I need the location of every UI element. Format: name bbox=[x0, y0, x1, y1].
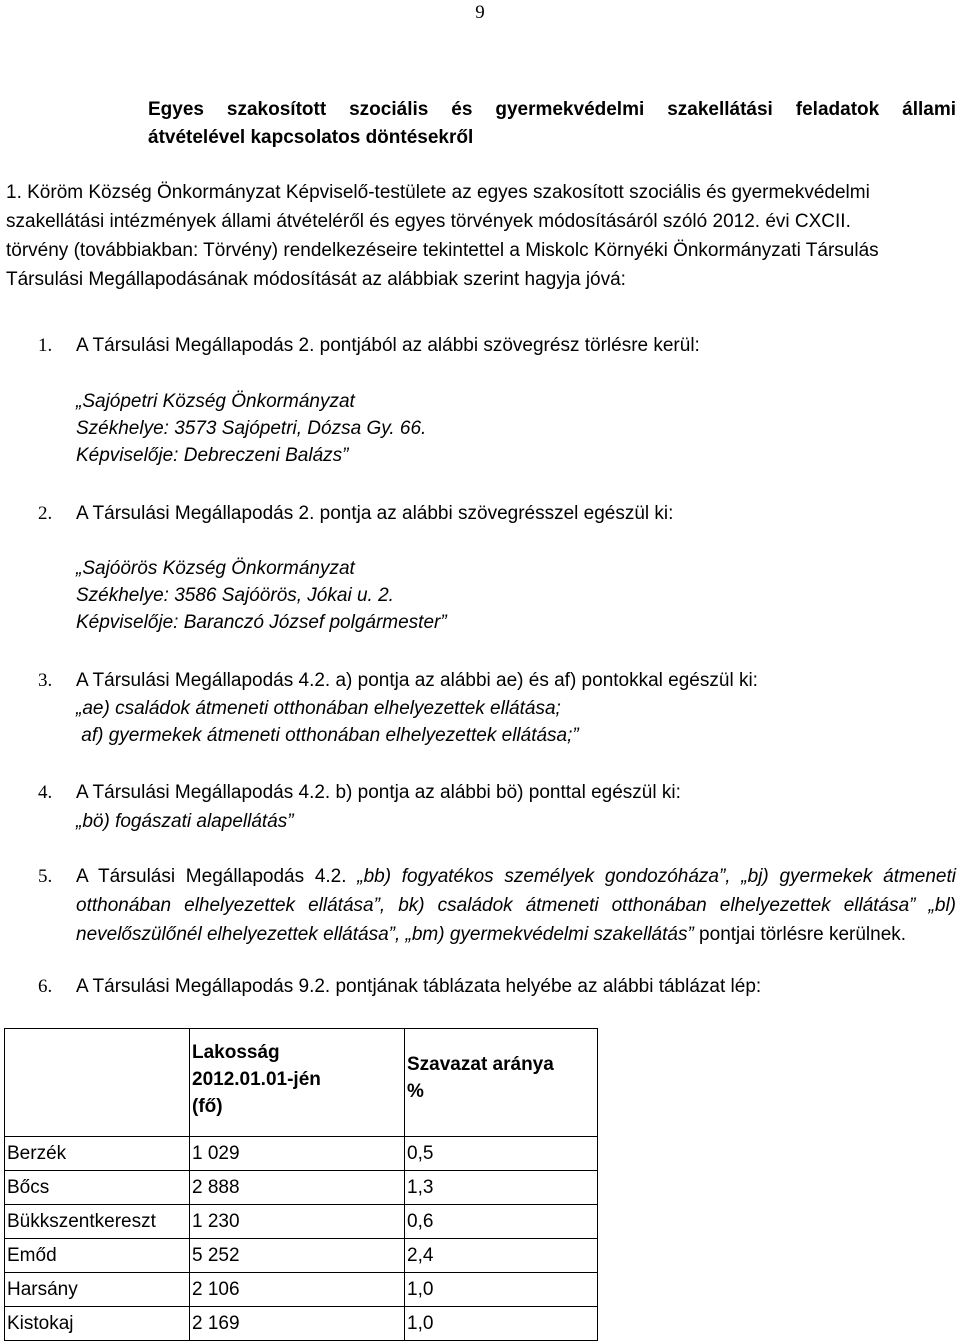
quote-line: „bö) fogászati alapellátás” bbox=[76, 811, 294, 832]
table-cell: 0,6 bbox=[405, 1205, 598, 1239]
table-row bbox=[5, 1239, 598, 1273]
section-heading bbox=[148, 96, 956, 152]
header-line: 2012.01.01-jén bbox=[192, 1069, 321, 1090]
table-row bbox=[5, 1137, 598, 1171]
table-row bbox=[5, 1273, 598, 1307]
table-cell: 1 029 bbox=[190, 1137, 405, 1171]
quote-line: „Sajópetri Község Önkormányzat bbox=[76, 391, 355, 412]
table-cell: 2 888 bbox=[190, 1171, 405, 1205]
item-text: A Társulási Megállapodás 2. pontjából az alábbi szövegrész törlésre kerül: bbox=[76, 335, 700, 356]
list-item-1 bbox=[38, 333, 956, 359]
item-5-line-1 bbox=[76, 862, 956, 891]
table-header-empty bbox=[5, 1029, 190, 1137]
item-5-line-2: otthonában elhelyezettek ellátása”, bk) családok átmeneti otthonában elhelyezettek ellátása” „bl) bbox=[76, 895, 956, 916]
item-text bbox=[76, 862, 956, 949]
intro-line-2: szakellátási intézmények állami átvételéről és egyes törvények módosításáról szóló 2012. évi CXCII. bbox=[6, 211, 851, 232]
table-cell: 5 252 bbox=[190, 1239, 405, 1273]
vote-ratio-table bbox=[4, 1028, 598, 1341]
item-text: A Társulási Megállapodás 4.2. b) pontja az alábbi bö) ponttal egészül ki: bbox=[76, 782, 681, 803]
table-header-row bbox=[5, 1029, 598, 1137]
intro-line-4: Társulási Megállapodásának módosítását az alábbiak szerint hagyja jóvá: bbox=[6, 269, 626, 290]
quote-line: Képviselője: Baranczó József polgármester” bbox=[76, 612, 447, 633]
intro-paragraph bbox=[6, 178, 956, 294]
quote-line: Székhelye: 3586 Sajóörös, Jókai u. 2. bbox=[76, 585, 394, 606]
intro-line-1: 1. Köröm Község Önkormányzat Képviselő-testülete az egyes szakosított szociális és gyermekvédelmi bbox=[6, 182, 870, 203]
table-cell: 2 169 bbox=[190, 1307, 405, 1341]
header-line: Lakosság bbox=[192, 1042, 280, 1063]
table-cell: 1,3 bbox=[405, 1171, 598, 1205]
list-item-2 bbox=[38, 501, 956, 527]
table-cell: Bükkszentkereszt bbox=[5, 1205, 190, 1239]
quote-line: Székhelye: 3573 Sajópetri, Dózsa Gy. 66. bbox=[76, 418, 427, 439]
heading-line-1: Egyes szakosított szociális és gyermekvédelmi szakellátási feladatok állami bbox=[148, 99, 956, 120]
table-cell: 1 230 bbox=[190, 1205, 405, 1239]
item-number: 6. bbox=[38, 976, 53, 997]
heading-line-2: átvételével kapcsolatos döntésekről bbox=[148, 127, 474, 148]
quote-line: af) gyermekek átmeneti otthonában elhelyezettek ellátása;” bbox=[76, 725, 579, 746]
table-header-population bbox=[190, 1029, 405, 1137]
table-cell: Kistokaj bbox=[5, 1307, 190, 1341]
table-row bbox=[5, 1171, 598, 1205]
item-3-quote bbox=[76, 695, 579, 749]
table-cell: 2 106 bbox=[190, 1273, 405, 1307]
header-line: (fő) bbox=[192, 1096, 223, 1117]
item-number: 1. bbox=[38, 335, 53, 356]
item-text: A Társulási Megállapodás 4.2. a) pontja az alábbi ae) és af) pontokkal egészül ki: bbox=[76, 670, 758, 691]
table-cell: 0,5 bbox=[405, 1137, 598, 1171]
item-5-italic-1: „bb) fogyatékos személyek gondozóháza”, „bj) gyermekek átmeneti bbox=[357, 866, 956, 887]
table-cell: Harsány bbox=[5, 1273, 190, 1307]
item-5-line-3 bbox=[76, 920, 956, 949]
table-row bbox=[5, 1205, 598, 1239]
quote-line: Képviselője: Debreczeni Balázs” bbox=[76, 445, 349, 466]
item-number: 5. bbox=[38, 866, 53, 887]
table-header-vote-ratio bbox=[405, 1029, 598, 1137]
item-1-quote bbox=[76, 388, 426, 469]
quote-line: „Sajóörös Község Önkormányzat bbox=[76, 558, 355, 579]
item-number: 3. bbox=[38, 670, 53, 691]
quote-line: „ae) családok átmeneti otthonában elhelyezettek ellátása; bbox=[76, 698, 561, 719]
list-item-3 bbox=[38, 668, 956, 694]
table-cell: Berzék bbox=[5, 1137, 190, 1171]
table-cell: Bőcs bbox=[5, 1171, 190, 1205]
item-5-italic-3: nevelőszülőnél elhelyezettek ellátása”, „bm) gyermekvédelmi szakellátás” bbox=[76, 924, 694, 945]
item-2-quote bbox=[76, 555, 447, 636]
item-5-rest: pontjai törlésre kerülnek. bbox=[693, 924, 907, 945]
intro-line-3: törvény (továbbiakban: Törvény) rendelkezéseire tekintettel a Miskolc Környéki Önkormányzati Társulás bbox=[6, 240, 879, 261]
item-text: A Társulási Megállapodás 9.2. pontjának táblázata helyébe az alábbi táblázat lép: bbox=[76, 976, 762, 997]
list-item-4 bbox=[38, 780, 956, 806]
table-cell: Emőd bbox=[5, 1239, 190, 1273]
item-4-quote bbox=[76, 808, 294, 835]
list-item-5 bbox=[38, 862, 956, 949]
item-number: 2. bbox=[38, 503, 53, 524]
header-line: Szavazat aránya bbox=[407, 1054, 554, 1075]
item-text: A Társulási Megállapodás 2. pontja az alábbi szövegrésszel egészül ki: bbox=[76, 503, 674, 524]
table-cell: 1,0 bbox=[405, 1307, 598, 1341]
list-item-6 bbox=[38, 974, 956, 1000]
header-line: % bbox=[407, 1081, 424, 1102]
page-number: 9 bbox=[475, 2, 485, 23]
item-5-prefix: A Társulási Megállapodás 4.2. bbox=[76, 866, 358, 887]
table-cell: 1,0 bbox=[405, 1273, 598, 1307]
table-cell: 2,4 bbox=[405, 1239, 598, 1273]
item-number: 4. bbox=[38, 782, 53, 803]
table-row bbox=[5, 1307, 598, 1341]
